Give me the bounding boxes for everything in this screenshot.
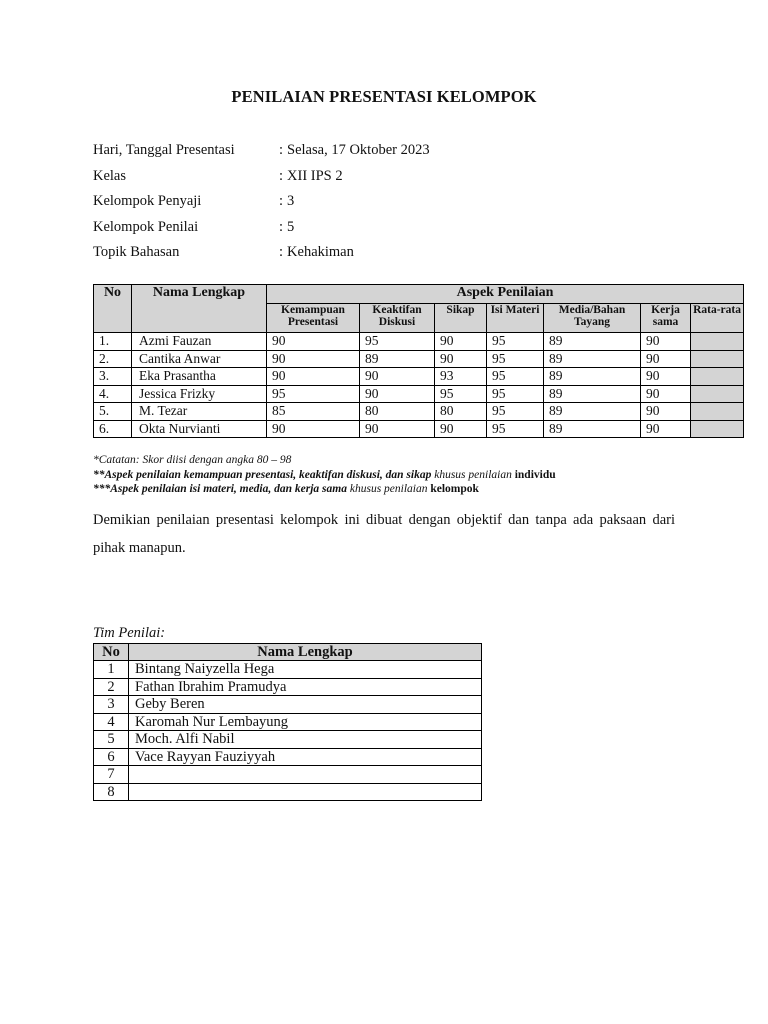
score-cell: 95 xyxy=(487,333,544,351)
aspect-header: Media/Bahan Tayang xyxy=(544,304,641,333)
average-cell xyxy=(691,333,744,351)
table-row xyxy=(94,783,482,801)
colon-separator: : xyxy=(279,193,284,210)
score-cell: 95 xyxy=(435,385,487,403)
score-cell: 93 xyxy=(435,368,487,386)
score-cell: 89 xyxy=(544,420,641,438)
table-row xyxy=(94,333,744,351)
score-cell: 90 xyxy=(267,350,360,368)
colon-separator: : xyxy=(279,244,284,261)
aspect-header: Isi Materi xyxy=(487,304,544,333)
footnote-text: khusus penilaian xyxy=(346,483,431,495)
info-label: Kelas xyxy=(93,167,127,184)
student-name: Okta Nurvianti xyxy=(132,420,267,438)
column-header-no: No xyxy=(94,644,129,661)
assessor-name: Bintang Naiyzella Hega xyxy=(129,661,482,679)
info-label: Kelompok Penyaji xyxy=(93,193,202,210)
table-row xyxy=(94,350,744,368)
info-label: Kelompok Penilai xyxy=(93,218,199,235)
student-name: Jessica Frizky xyxy=(132,385,267,403)
average-cell xyxy=(691,350,744,368)
table-row xyxy=(94,766,482,784)
score-cell: 90 xyxy=(267,368,360,386)
score-cell: 85 xyxy=(267,403,360,421)
footnotes xyxy=(93,453,556,497)
score-cell: 95 xyxy=(487,368,544,386)
table-row xyxy=(94,385,744,403)
score-cell: 95 xyxy=(487,385,544,403)
student-name: M. Tezar xyxy=(132,403,267,421)
colon-separator: : xyxy=(279,142,284,158)
score-cell: 90 xyxy=(641,350,691,368)
assessor-name: Vace Rayyan Fauziyyah xyxy=(129,748,482,766)
score-cell: 89 xyxy=(544,368,641,386)
closing-statement: Demikian penilaian presentasi kelompok ini dibuat dengan objektif dan tanpa ada paksaan dari pihak manapun. xyxy=(93,512,675,556)
document-title: PENILAIAN PRESENTASI KELOMPOK xyxy=(231,87,537,106)
table-row xyxy=(94,696,482,714)
footnote-emphasis: kelompok xyxy=(430,483,479,495)
footnote-score-range: *Catatan: Skor diisi dengan angka 80 – 98 xyxy=(93,454,292,466)
score-cell: 90 xyxy=(267,420,360,438)
score-cell: 90 xyxy=(641,403,691,421)
row-number: 6. xyxy=(94,420,132,438)
column-header-aspect: Aspek Penilaian xyxy=(267,285,744,304)
info-label: Topik Bahasan xyxy=(93,244,180,261)
row-number: 5 xyxy=(94,731,129,749)
row-number: 3. xyxy=(94,368,132,386)
score-cell: 90 xyxy=(641,368,691,386)
score-cell: 89 xyxy=(544,403,641,421)
info-row-topic xyxy=(93,244,430,270)
info-label: Hari, Tanggal Presentasi xyxy=(93,142,235,158)
aspect-header: Kemampuan Presentasi xyxy=(267,304,360,333)
score-cell: 80 xyxy=(435,403,487,421)
column-header-no: No xyxy=(94,285,132,333)
info-value: 5 xyxy=(287,218,295,235)
row-number: 1 xyxy=(94,661,129,679)
footnote-individual xyxy=(93,468,556,483)
row-number: 2. xyxy=(94,350,132,368)
score-cell: 90 xyxy=(435,333,487,351)
student-name: Azmi Fauzan xyxy=(132,333,267,351)
row-number: 2 xyxy=(94,678,129,696)
score-cell: 95 xyxy=(487,420,544,438)
score-cell: 89 xyxy=(544,350,641,368)
row-number: 6 xyxy=(94,748,129,766)
assessor-name xyxy=(129,766,482,784)
score-cell: 90 xyxy=(360,420,435,438)
score-cell: 90 xyxy=(641,333,691,351)
aspect-header: Keaktifan Diskusi xyxy=(360,304,435,333)
table-row xyxy=(94,678,482,696)
score-cell: 90 xyxy=(360,368,435,386)
score-cell: 95 xyxy=(487,350,544,368)
assessor-table xyxy=(93,643,482,801)
assessor-name: Karomah Nur Lembayung xyxy=(129,713,482,731)
assessor-team-label: Tim Penilai: xyxy=(93,625,166,641)
score-cell: 89 xyxy=(544,385,641,403)
aspect-header: Kerja sama xyxy=(641,304,691,333)
table-row xyxy=(94,368,744,386)
column-header-name: Nama Lengkap xyxy=(129,644,482,661)
row-number: 7 xyxy=(94,766,129,784)
row-number: 3 xyxy=(94,696,129,714)
row-number: 8 xyxy=(94,783,129,801)
student-name: Eka Prasantha xyxy=(132,368,267,386)
footnote-text: ***Aspek penilaian isi materi, media, dan kerja sama xyxy=(93,483,347,495)
info-value: XII IPS 2 xyxy=(287,167,343,184)
score-cell: 89 xyxy=(544,333,641,351)
average-cell xyxy=(691,385,744,403)
assessor-name: Fathan Ibrahim Pramudya xyxy=(129,678,482,696)
info-value: Kehakiman xyxy=(287,244,354,261)
row-number: 4. xyxy=(94,385,132,403)
score-cell: 95 xyxy=(360,333,435,351)
row-number: 1. xyxy=(94,333,132,351)
info-row-class xyxy=(93,168,430,194)
student-name: Cantika Anwar xyxy=(132,350,267,368)
column-header-name: Nama Lengkap xyxy=(132,285,267,333)
info-row-presenter-group xyxy=(93,193,430,219)
footnote-group xyxy=(93,482,556,497)
score-cell: 95 xyxy=(267,385,360,403)
table-row xyxy=(94,403,744,421)
average-cell xyxy=(691,420,744,438)
footnote-text: **Aspek penilaian kemampuan presentasi, keaktifan diskusi, dan sikap xyxy=(93,468,432,481)
presentation-info xyxy=(93,142,430,270)
score-cell: 90 xyxy=(267,333,360,351)
aspect-header: Rata-rata xyxy=(691,304,744,333)
footnote-emphasis: individu xyxy=(514,468,556,481)
row-number: 4 xyxy=(94,713,129,731)
score-table xyxy=(93,284,744,438)
table-row xyxy=(94,748,482,766)
info-value: 3 xyxy=(287,193,295,210)
info-row-date xyxy=(93,142,430,168)
colon-separator: : xyxy=(279,218,284,235)
colon-separator: : xyxy=(279,167,284,184)
average-cell xyxy=(691,368,744,386)
score-cell: 90 xyxy=(435,350,487,368)
table-row xyxy=(94,661,482,679)
score-cell: 95 xyxy=(487,403,544,421)
row-number: 5. xyxy=(94,403,132,421)
average-cell xyxy=(691,403,744,421)
score-cell: 90 xyxy=(435,420,487,438)
footnote-text: khusus penilaian xyxy=(431,468,515,481)
aspect-header: Sikap xyxy=(435,304,487,333)
assessor-name xyxy=(129,783,482,801)
assessor-name: Geby Beren xyxy=(129,696,482,714)
table-row xyxy=(94,731,482,749)
table-row xyxy=(94,713,482,731)
info-row-assessor-group xyxy=(93,219,430,245)
table-row xyxy=(94,420,744,438)
info-value: Selasa, 17 Oktober 2023 xyxy=(287,142,430,158)
score-cell: 89 xyxy=(360,350,435,368)
score-cell: 90 xyxy=(641,385,691,403)
score-cell: 90 xyxy=(360,385,435,403)
score-cell: 90 xyxy=(641,420,691,438)
score-cell: 80 xyxy=(360,403,435,421)
assessor-name: Moch. Alfi Nabil xyxy=(129,731,482,749)
